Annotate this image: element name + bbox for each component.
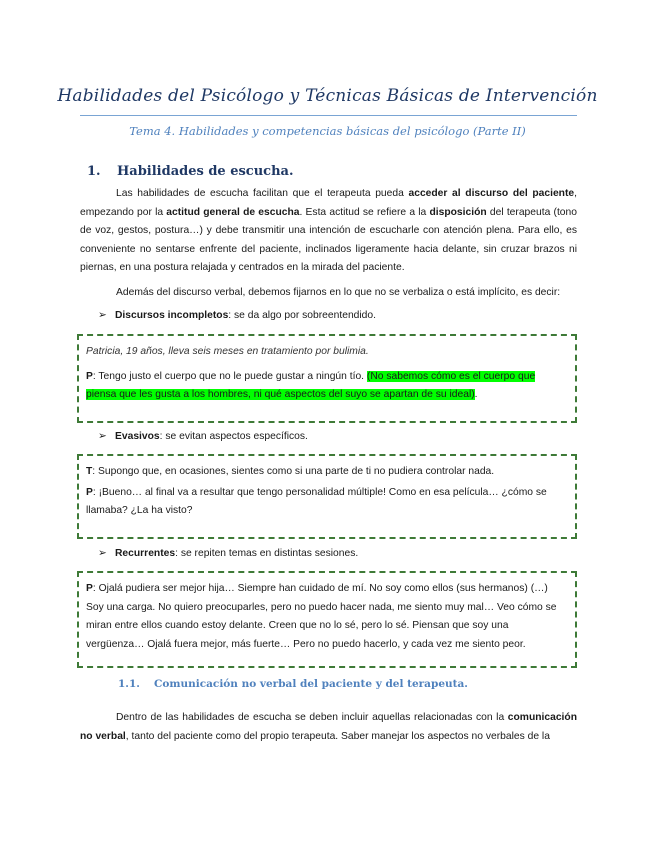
speaker-label: P xyxy=(86,486,93,498)
paragraph-implicit-discourse: Además del discurso verbal, debemos fijarnos en lo que no se verbaliza o está implícito, es decir: xyxy=(116,287,561,298)
section-heading xyxy=(87,164,294,179)
dialogue-text: : ¡Bueno… al final va a resultar que tengo personalidad múltiple! Como en esa película… ¿cómo se llamaba? ¿La ha visto? xyxy=(86,486,547,517)
speaker-label: P xyxy=(86,583,93,594)
text-run: , empezando por la xyxy=(80,188,577,218)
speaker-label: P xyxy=(86,370,93,382)
dialogue-text: : Tengo justo el cuerpo que no le puede gustar a ningún tío. xyxy=(92,370,367,382)
bold-run: acceder al discurso del paciente xyxy=(408,188,575,199)
dialogue-text: : Supongo que, en ocasiones, sientes como si una parte de ti no pudiera controlar nada. xyxy=(92,466,495,477)
dialogue-text: : Ojalá pudiera ser mejor hija… Siempre han cuidado de mí. No soy como ellos (sus hermanos) (…) Soy una carga. No quiero preocuparles, pero no puedo hacer nada, me siento muy mal… Veo cómo se miran entre ellos cuando estoy delante. Creen que no lo sé, pero lo sé. Piensan que soy una vergüenza… Ojalá fuera mejor, más fuerte… Pero no puedo hacerlo, y cada vez me siento peor. xyxy=(86,583,557,650)
dialogue-line xyxy=(86,580,568,654)
text-run: Las habilidades de escucha facilitan que el terapeuta pueda xyxy=(116,188,409,199)
document-title: Habilidades del Psicólogo y Técnicas Básicas de Intervención xyxy=(57,86,598,106)
bullet-label: Discursos incompletos xyxy=(115,310,229,321)
text-run: , tanto del paciente como del propio terapeuta. Saber manejar los aspectos no verbales de la xyxy=(125,730,550,742)
bold-run: actitud general de escucha xyxy=(166,206,300,218)
title-underline xyxy=(80,115,577,116)
highlighted-note: (No sabemos cómo es el cuerpo que piensa que les gusta a los hombres, ni qué aspectos del suyo se apartan de su ideal) xyxy=(86,370,536,401)
text-run: Dentro de las habilidades de escucha se deben incluir aquellas relacionadas con la xyxy=(116,712,508,723)
text-run: . Esta actitud se refiere a la xyxy=(299,206,430,218)
dialogue-line xyxy=(86,463,568,482)
bullet-label: Evasivos xyxy=(115,431,160,442)
example-box-evasive xyxy=(77,454,577,539)
text-run: del terapeuta (tono de voz, gestos, postura…) y debe transmitir una intención de escucharle con atención plena. Para ello, es conveniente no sentarse enfrente del paciente, inclinados ligeramente hacia delante, sin cruzar brazos ni piernas, en una postura relajada y centrados en la mirada del paciente. xyxy=(80,206,577,274)
bold-run: comunicación no verbal xyxy=(80,712,577,742)
case-intro: Patricia, 19 años, lleva seis meses en tratamiento por bulimia. xyxy=(86,346,369,357)
document-subtitle: Tema 4. Habilidades y competencias básicas del psicólogo (Parte II) xyxy=(129,124,526,138)
paragraph-nonverbal xyxy=(80,709,577,746)
section-number: 1. xyxy=(87,164,101,179)
bullet-evasive xyxy=(98,429,308,445)
arrow-bullet-icon: ➢ xyxy=(98,548,107,559)
dialogue-line xyxy=(86,368,568,405)
bullet-recurrent xyxy=(98,546,358,562)
dialogue-end: . xyxy=(474,389,478,401)
arrow-bullet-icon: ➢ xyxy=(98,431,107,442)
example-box-recurrent xyxy=(77,571,577,668)
bullet-label: Recurrentes xyxy=(115,548,176,559)
bullet-text: : se da algo por sobreentendido. xyxy=(228,310,376,321)
speaker-label: T xyxy=(86,466,93,477)
dialogue-line xyxy=(86,484,568,521)
bullet-incomplete-discourse xyxy=(98,308,376,324)
subsection-heading xyxy=(118,678,468,690)
section-title: Habilidades de escucha. xyxy=(117,164,294,179)
bullet-text: : se evitan aspectos específicos. xyxy=(159,431,308,442)
subsection-number: 1.1. xyxy=(118,678,140,690)
subsection-title: Comunicación no verbal del paciente y del terapeuta. xyxy=(154,678,468,690)
paragraph-listening-skills xyxy=(80,185,577,278)
arrow-bullet-icon: ➢ xyxy=(98,310,107,321)
bullet-text: : se repiten temas en distintas sesiones. xyxy=(175,548,359,559)
example-box-incomplete xyxy=(77,334,577,423)
bold-run: disposición xyxy=(429,206,487,218)
